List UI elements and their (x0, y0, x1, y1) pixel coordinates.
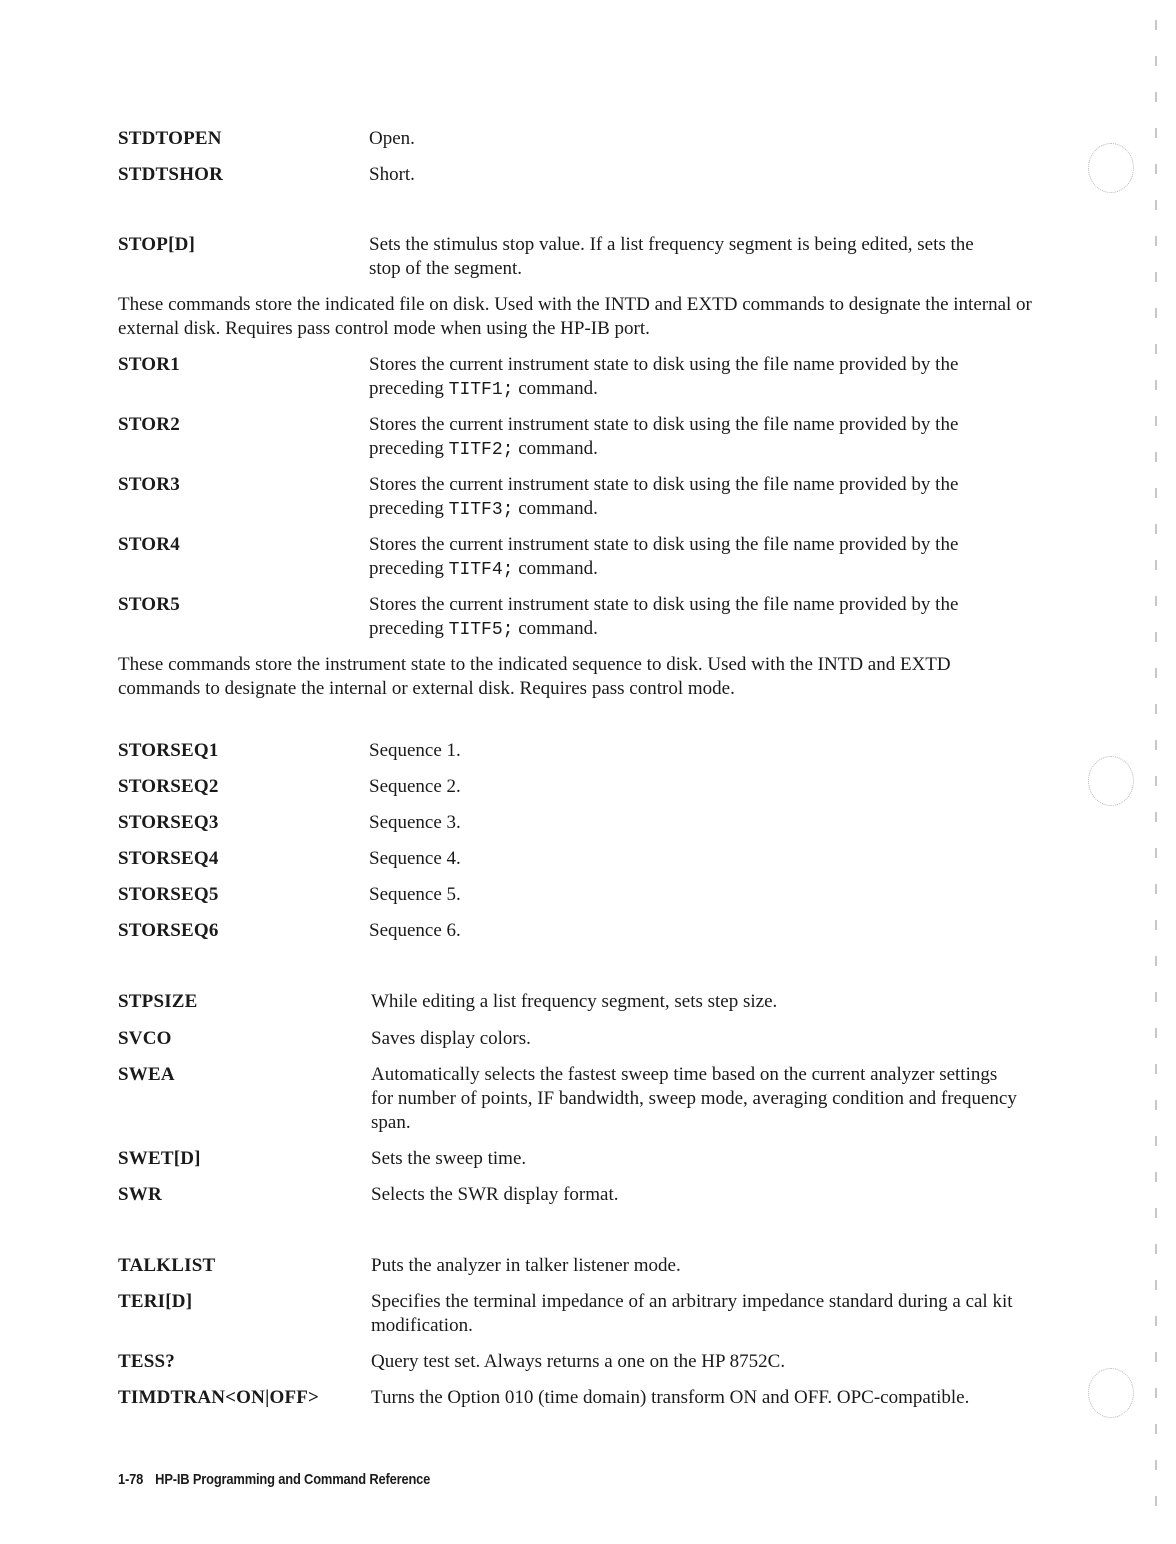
command-name: SWEA (118, 1064, 175, 1085)
binder-hole-icon (1088, 756, 1134, 806)
command-name: TALKLIST (118, 1255, 216, 1276)
page-number: 1-78 (118, 1471, 144, 1488)
section-paragraph: These commands store the instrument state to the indicated sequence to disk. Used with the INTD and EXTD commands to designate the internal or external disk. Requires pass control mode. (118, 654, 951, 699)
footer-title: HP-IB Programming and Command Reference (155, 1471, 431, 1488)
command-description: While editing a list frequency segment, sets step size. (371, 991, 778, 1012)
command-description: Puts the analyzer in talker listener mode. (371, 1255, 681, 1276)
code-snippet: TITF2; (448, 440, 514, 460)
command-description: Selects the SWR display format. (371, 1184, 619, 1205)
command-description: Stores the current instrument state to disk using the file name provided by the preceding TITF4; command. (369, 534, 959, 580)
command-description: Sequence 3. (369, 812, 461, 833)
command-description: Sequence 2. (369, 776, 461, 797)
command-description: Sequence 4. (369, 848, 461, 869)
command-description: Stores the current instrument state to disk using the file name provided by the preceding TITF2; command. (369, 414, 959, 460)
command-description: Saves display colors. (371, 1028, 531, 1049)
command-name: SVCO (118, 1028, 172, 1049)
command-name: SWET[D] (118, 1148, 201, 1169)
command-description: Query test set. Always returns a one on the HP 8752C. (371, 1351, 786, 1372)
page-edge-divider (1155, 20, 1157, 1530)
page-footer (118, 1471, 430, 1488)
command-name: STORSEQ6 (118, 920, 219, 941)
command-description: Sequence 6. (369, 920, 461, 941)
command-name: STDTOPEN (118, 128, 222, 149)
command-description: Sequence 5. (369, 884, 461, 905)
command-name: TIMDTRAN<ON|OFF> (118, 1387, 320, 1408)
code-snippet: TITF4; (448, 560, 514, 580)
command-name: STORSEQ2 (118, 776, 219, 797)
command-name: STPSIZE (118, 991, 198, 1012)
command-description: Stores the current instrument state to disk using the file name provided by the preceding TITF3; command. (369, 474, 959, 520)
command-name: STOP[D] (118, 234, 196, 255)
command-description: Short. (369, 164, 415, 185)
command-name: STOR2 (118, 414, 180, 435)
command-description: Turns the Option 010 (time domain) transform ON and OFF. OPC-compatible. (371, 1387, 970, 1408)
command-name: STORSEQ4 (118, 848, 219, 869)
command-name: STOR3 (118, 474, 180, 495)
code-snippet: TITF1; (448, 380, 514, 400)
command-name: STORSEQ5 (118, 884, 219, 905)
command-description: Specifies the terminal impedance of an arbitrary impedance standard during a cal kit modification. (371, 1291, 1013, 1336)
command-description: Stores the current instrument state to disk using the file name provided by the preceding TITF5; command. (369, 594, 959, 640)
code-snippet: TITF3; (448, 500, 514, 520)
command-name: STORSEQ3 (118, 812, 219, 833)
command-name: STORSEQ1 (118, 740, 219, 761)
code-snippet: TITF5; (448, 620, 514, 640)
command-name: STOR4 (118, 534, 180, 555)
command-description: Stores the current instrument state to disk using the file name provided by the preceding TITF1; command. (369, 354, 959, 400)
command-description: Sequence 1. (369, 740, 461, 761)
command-description: Automatically selects the fastest sweep time based on the current analyzer settings for number of points, IF bandwidth, sweep mode, averaging condition and frequency span. (371, 1064, 1017, 1133)
command-name: STDTSHOR (118, 164, 224, 185)
command-name: SWR (118, 1184, 162, 1205)
command-name: STOR1 (118, 354, 180, 375)
command-name: STOR5 (118, 594, 180, 615)
command-description: Sets the sweep time. (371, 1148, 527, 1169)
command-description: Sets the stimulus stop value. If a list frequency segment is being edited, sets the stop of the segment. (369, 234, 974, 279)
binder-hole-icon (1088, 1368, 1134, 1418)
binder-hole-icon (1088, 143, 1134, 193)
command-name: TESS? (118, 1351, 175, 1372)
section-paragraph: These commands store the indicated file on disk. Used with the INTD and EXTD commands to designate the internal or external disk. Requires pass control mode when using the HP-IB port. (118, 294, 1032, 339)
command-description: Open. (369, 128, 415, 149)
command-name: TERI[D] (118, 1291, 193, 1312)
